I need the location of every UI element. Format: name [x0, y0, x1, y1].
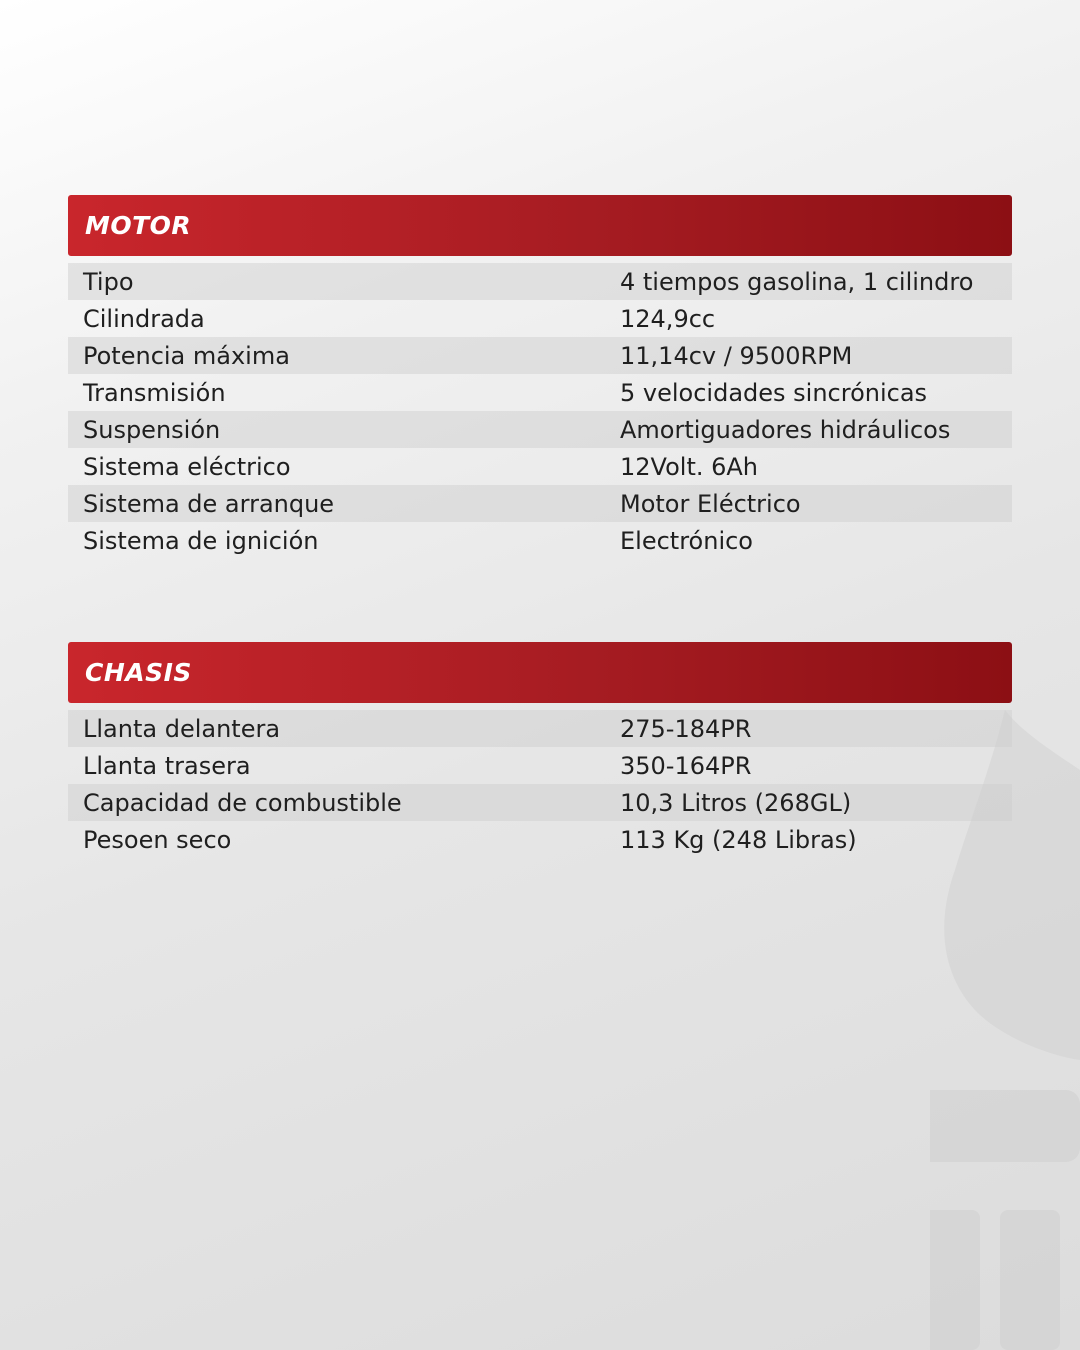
- spec-value: 10,3 Litros (268GL): [620, 788, 852, 817]
- spec-row: [68, 374, 1012, 411]
- spec-label: Llanta trasera: [83, 751, 251, 780]
- spec-value: 11,14cv / 9500RPM: [620, 341, 853, 370]
- spec-value: Electrónico: [620, 526, 753, 555]
- spec-value: 350-164PR: [620, 751, 752, 780]
- spec-label: Suspensión: [83, 415, 221, 444]
- spec-row: [68, 710, 1012, 747]
- spec-label: Sistema de arranque: [83, 489, 335, 518]
- spec-value: 275-184PR: [620, 714, 752, 743]
- spec-label: Pesoen seco: [83, 825, 232, 854]
- spec-row: [68, 448, 1012, 485]
- spec-label: Cilindrada: [83, 304, 205, 333]
- spec-value: 12Volt. 6Ah: [620, 452, 759, 481]
- spec-row: [68, 747, 1012, 784]
- spec-label: Transmisión: [83, 378, 226, 407]
- spec-label: Sistema de ignición: [83, 526, 319, 555]
- spec-row: [68, 522, 1012, 559]
- motor-section-title: MOTOR: [85, 211, 192, 240]
- spec-label: Sistema eléctrico: [83, 452, 291, 481]
- spec-value: Amortiguadores hidráulicos: [620, 415, 951, 444]
- spec-value: 5 velocidades sincrónicas: [620, 378, 928, 407]
- spec-row: [68, 485, 1012, 522]
- spec-label: Llanta delantera: [83, 714, 281, 743]
- spec-value: 124,9cc: [620, 304, 716, 333]
- chasis-section-title: CHASIS: [85, 658, 192, 687]
- spec-row: [68, 411, 1012, 448]
- spec-label: Potencia máxima: [83, 341, 290, 370]
- spec-row: [68, 263, 1012, 300]
- spec-label: Capacidad de combustible: [83, 788, 402, 817]
- spec-row: [68, 300, 1012, 337]
- spec-label: Tipo: [83, 267, 134, 296]
- spec-value: 4 tiempos gasolina, 1 cilindro: [620, 267, 974, 296]
- motor-section-header: [68, 195, 1012, 256]
- chasis-section: [68, 642, 1012, 858]
- motor-spec-table: [68, 263, 1012, 559]
- spec-row: [68, 784, 1012, 821]
- spec-value: Motor Eléctrico: [620, 489, 801, 518]
- spec-row: [68, 337, 1012, 374]
- spec-value: 113 Kg (248 Libras): [620, 825, 857, 854]
- motor-section: [68, 195, 1012, 559]
- chasis-section-header: [68, 642, 1012, 703]
- chasis-spec-table: [68, 710, 1012, 858]
- spec-row: [68, 821, 1012, 858]
